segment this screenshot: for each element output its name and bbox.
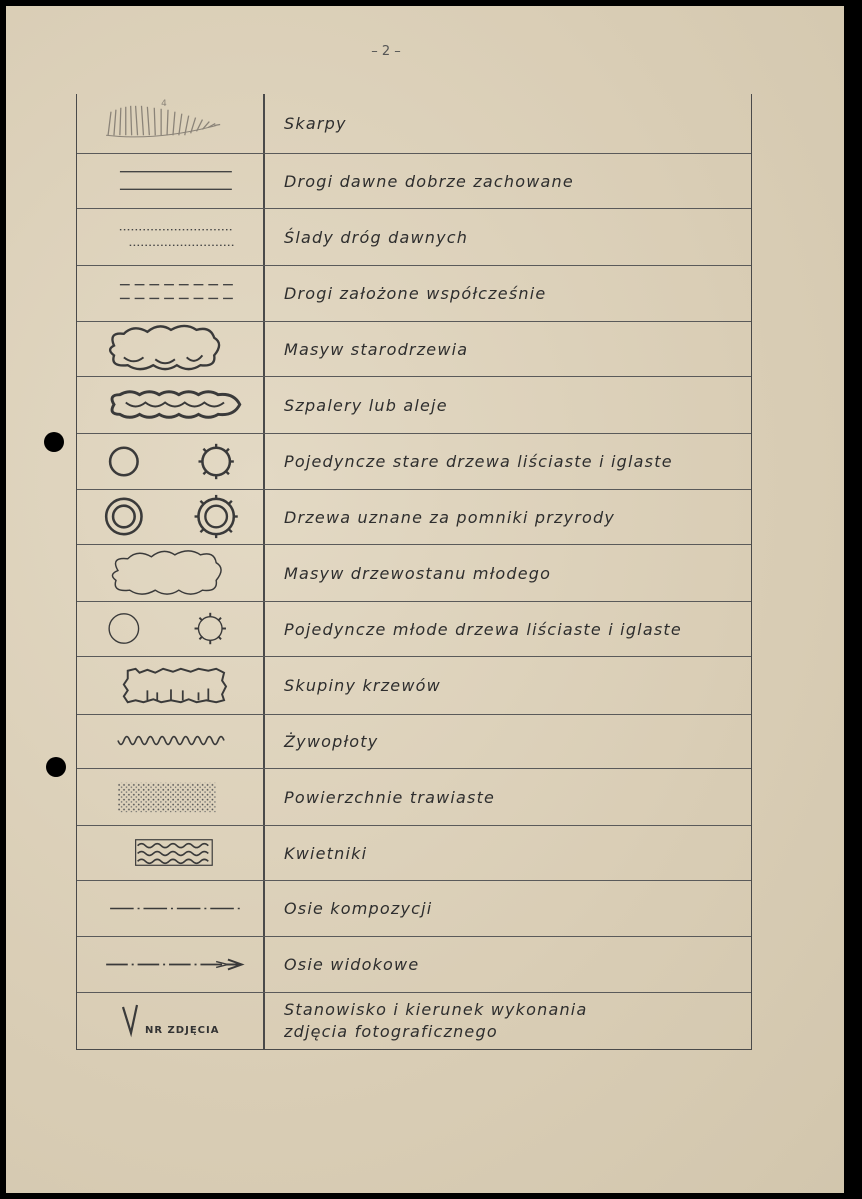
legend-row (77, 94, 751, 154)
legend-row (77, 545, 751, 602)
legend-row (77, 154, 751, 209)
legend-row (77, 322, 751, 377)
legend-label: Masyw drzewostanu młodego (284, 563, 552, 583)
legend-row (77, 657, 751, 715)
legend-row (77, 209, 751, 266)
legend-row (77, 881, 751, 937)
legend-label: Skarpy (284, 114, 347, 133)
legend-label: Masyw starodrzewia (284, 339, 469, 359)
binder-hole (44, 432, 64, 452)
binder-hole (46, 757, 66, 777)
legend-label-line-2: zdjęcia fotograficznego (284, 1022, 498, 1041)
shrub-group-icon (77, 657, 263, 714)
legend-label: Drogi założone współcześnie (284, 284, 547, 303)
view-axis-icon (77, 937, 263, 992)
legend-row (77, 266, 751, 322)
legend-label: Powierzchnie trawiaste (284, 787, 496, 807)
flowerbed-icon (77, 826, 263, 880)
monument-trees-icon (77, 490, 263, 544)
svg-text:4: 4 (161, 98, 167, 109)
double-dashed-line-icon (77, 266, 263, 321)
legend-label: Ślady dróg dawnych (284, 227, 469, 247)
legend-row (77, 769, 751, 826)
young-tree-mass-icon (77, 545, 263, 601)
young-single-trees-icon (77, 602, 263, 656)
legend-label: Żywopłoty (284, 732, 379, 751)
composition-axis-icon (77, 881, 263, 936)
photo-position-icon (77, 993, 263, 1049)
hedge-icon (77, 715, 263, 768)
grass-icon (77, 769, 263, 825)
photo-number-label: NR ZDJĘCIA (145, 1025, 220, 1036)
document-page (6, 6, 844, 1193)
legend-row (77, 993, 751, 1049)
legend-label: Skupiny krzewów (284, 676, 441, 695)
double-line-icon (77, 154, 263, 208)
legend-label: Pojedyncze młode drzewa liściaste i iglaste (284, 619, 682, 639)
legend-table (76, 94, 752, 1050)
legend-label: Szpalery lub aleje (284, 395, 448, 415)
legend-label: Drzewa uznane za pomniki przyrody (284, 507, 616, 527)
legend-label (284, 993, 741, 1049)
alley-icon (77, 377, 263, 433)
double-dotted-line-icon (77, 209, 263, 265)
legend-label: Osie kompozycji (284, 899, 433, 918)
legend-label: Drogi dawne dobrze zachowane (284, 171, 574, 191)
legend-row (77, 715, 751, 769)
legend-row (77, 602, 751, 657)
old-single-trees-icon (77, 434, 263, 489)
legend-label: Osie widokowe (284, 955, 420, 974)
legend-label-line-1: Stanowisko i kierunek wykonania (284, 1000, 588, 1019)
old-tree-mass-icon (77, 322, 263, 376)
legend-row (77, 377, 751, 434)
legend-label: Kwietniki (284, 843, 368, 863)
escarpment-icon (77, 94, 263, 153)
legend-row (77, 826, 751, 881)
page-number: – 2 – (371, 44, 401, 59)
legend-row (77, 434, 751, 490)
legend-row (77, 490, 751, 545)
legend-row (77, 937, 751, 993)
legend-label: Pojedyncze stare drzewa liściaste i iglaste (284, 452, 673, 471)
